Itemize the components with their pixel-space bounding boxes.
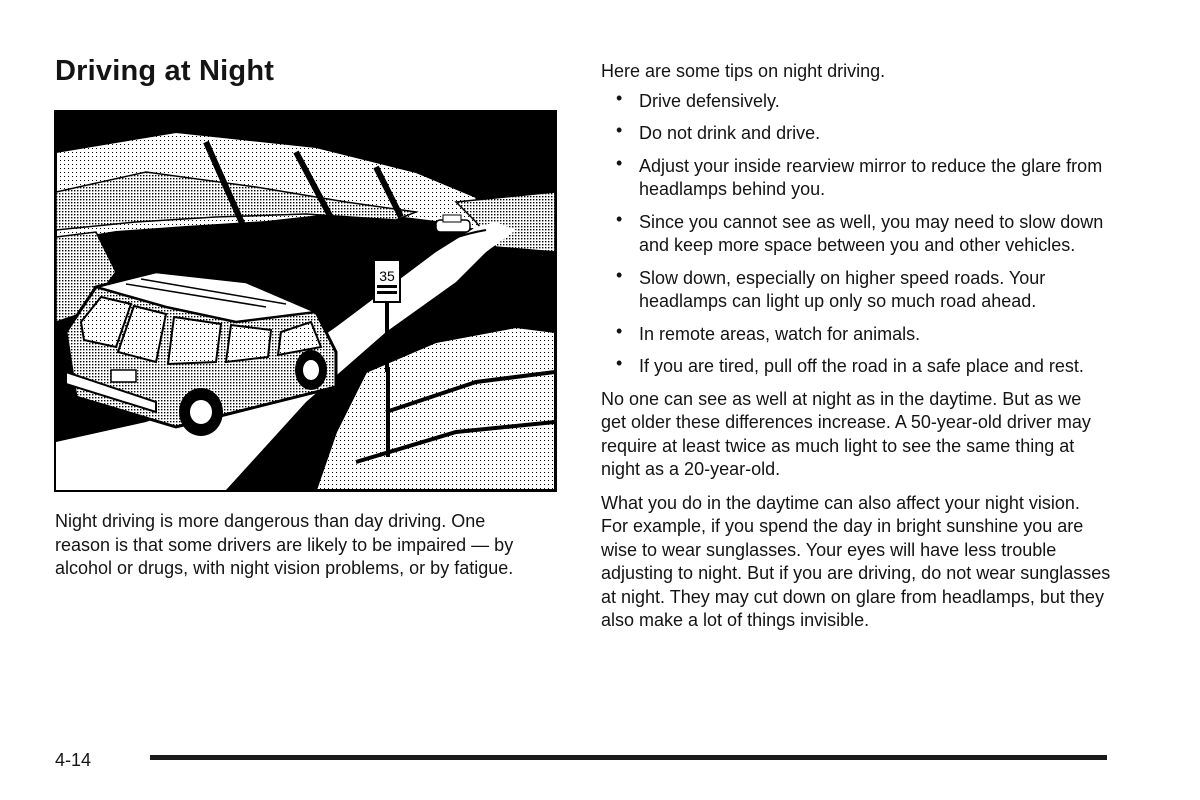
intro-paragraph: Night driving is more dangerous than day driving. One reason is that some drivers are likely to be impaired — by alcohol or drugs, with night vision problems, or by fatigue.: [55, 511, 514, 578]
page-title: Driving at Night: [55, 55, 275, 87]
footer-divider: [150, 755, 1107, 760]
list-item: • Do not drink and drive.: [616, 120, 821, 143]
page-number: 4-14: [55, 750, 92, 770]
vision-age-paragraph: No one can see as well at night as in the daytime. But as we get older these differences increase. A 50-year-old driver may require at least twice as much light to see the same thing at night as a 20-year-old.: [601, 388, 1091, 479]
list-item: • If you are tired, pull off the road in a safe place and rest.: [616, 353, 1084, 376]
list-item: • Slow down, especially on higher speed roads. Your headlamps can light up only so much road ahead.: [616, 264, 1046, 311]
tips-intro: Here are some tips on night driving.: [601, 61, 886, 81]
bullet-icon: •: [616, 353, 623, 373]
bullet-icon: •: [616, 208, 623, 229]
list-item: • In remote areas, watch for animals.: [616, 320, 921, 344]
van-night-illustration: [54, 110, 557, 492]
tips-column: [601, 60, 1111, 633]
list-item: • Adjust your inside rearview mirror to reduce the glare from headlamps behind you.: [616, 152, 1103, 199]
bullet-icon: •: [616, 120, 623, 140]
bullet-icon: •: [616, 320, 623, 341]
list-item: • Drive defensively.: [616, 87, 780, 111]
sunglasses-paragraph: What you do in the daytime can also affect your night vision. For example, if you spend the day in bright sunshine you are wise to wear sunglasses. Your eyes will have less trouble adjusting to night. But if you are driving, do not wear sunglasses at night. They may cut down on glare from headlamps, but they also make a lot of things invisible.: [601, 492, 1111, 630]
list-item: • Since you cannot see as well, you may need to slow down and keep more space between you and other vehicles.: [616, 208, 1104, 255]
bullet-icon: •: [616, 87, 623, 108]
svg-text:35: 35: [379, 268, 395, 284]
bullet-icon: •: [616, 152, 623, 173]
tips-list: [601, 87, 1111, 379]
bullet-icon: •: [616, 264, 623, 285]
